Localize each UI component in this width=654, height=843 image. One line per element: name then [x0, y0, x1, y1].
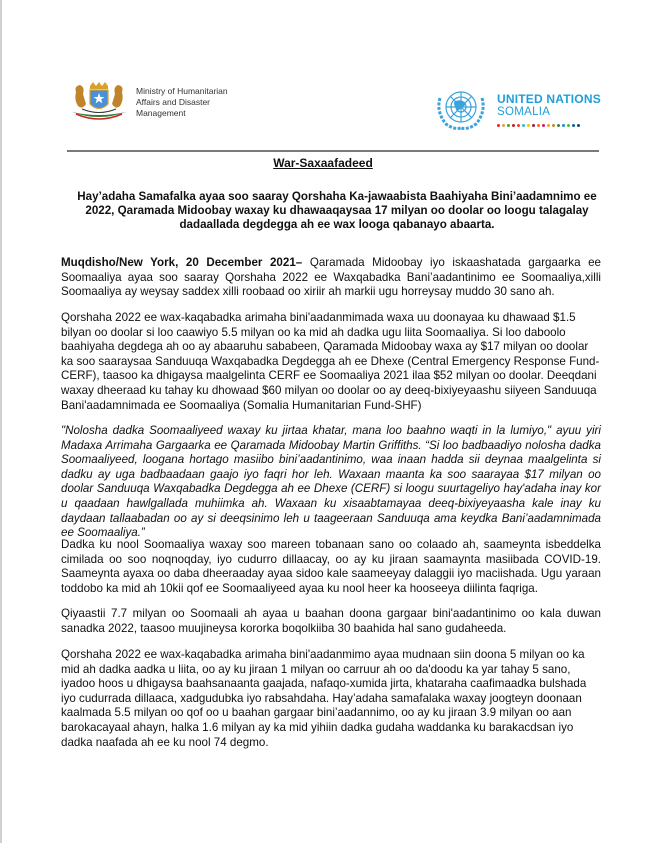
ministry-name: [136, 86, 228, 119]
sdg-dot: [557, 124, 560, 127]
sdg-dot: [577, 124, 580, 127]
paragraph-context: [61, 538, 601, 596]
sdg-dot: [497, 124, 500, 127]
ministry-name-line: Affairs and Disaster: [136, 97, 211, 107]
paragraph-text: Qiyaastii 7.7 milyan oo Soomaali ah ayaa u baahan doona gargaar bini'aadantinimo oo kala duwan sanadka 2022, taasoo muujineysa kororka boqolkiiba 30 baahida hal sano gudaheeda.: [61, 607, 601, 635]
letterhead: [0, 0, 654, 150]
sdg-dot: [552, 124, 555, 127]
un-subtitle: SOMALIA: [497, 106, 551, 118]
sdg-dot: [547, 124, 550, 127]
paragraph-quote: [61, 424, 601, 541]
sdg-color-dots: [497, 124, 580, 127]
sdg-dot: [522, 124, 525, 127]
paragraph-intro: [61, 256, 601, 300]
somalia-coat-of-arms-icon: [68, 80, 130, 124]
sdg-dot: [502, 124, 505, 127]
ministry-name-line: Ministry of Humanitarian: [136, 86, 228, 96]
header-divider: [67, 150, 599, 152]
paragraph-text: Dadka ku nool Soomaaliya waxay soo mareen tobanaan sano oo colaado ah, saameynta isbeddelka cimilada oo soo noqnoqday, iyo cudurro dillaacay, oo ay ku jiraan saamaynta masiibada COVID-19. Saameynta ayaxa oo daba dheeraaday ayaa sidoo kale saameeyay dalaggii iyo maciishada. Ugu yaraan toddobo ka mid ah 10kii qof ee Soomaaliyeed ayaa ku nool heer ka hooseeya diilinta faqriga.: [61, 538, 601, 595]
paragraph-needs: [61, 607, 601, 636]
paragraph-plan: [61, 648, 601, 750]
paragraph-text: Qaramada Midoobay iyo iskaashatada gargaarka ee Soomaaliya ayaa soo saaray Qorshaha 2022 ee Waxqabadka Bani’aadantinimo ee Soomaaliya,xilli Soomaaliya ay weysay saddex xilli roobaad oo xiriir ah markii ugu horreysay muddo 30 sano ah.: [61, 256, 601, 299]
sdg-dot: [527, 124, 530, 127]
document-label: [0, 156, 654, 170]
sdg-dot: [542, 124, 545, 127]
sdg-dot: [537, 124, 540, 127]
un-emblem-icon: [434, 86, 488, 132]
sdg-dot: [517, 124, 520, 127]
sdg-dot: [562, 124, 565, 127]
paragraph-funding: [61, 311, 601, 413]
sdg-dot: [512, 124, 515, 127]
sdg-dot: [572, 124, 575, 127]
sdg-dot: [567, 124, 570, 127]
sdg-dot: [532, 124, 535, 127]
document-label-text: War-Saxaafadeed: [273, 156, 373, 170]
paragraph-text: Qorshaha 2022 ee wax-kaqabadka arimaha bini'aadanmimada waxa uu doonayaa ku dhawaad $1.5 bilyan oo doolar si loo caawiyo 5.5 milyan oo ka mid ah dadka ugu liita Soomaaliya. Si loo daboolo baahiyaha degdega ah oo ay abaaruhu sababeen, Qaramada Midoobay waxa ay $17 milyan oo doolar ka soo saaraysaa Sanduuqa Waxqabadka Degdegga ah ee Dhexe (Central Emergency Response Fund- CERF), taasoo ka dhigaysa maalgelinta CERF ee Soomaaliya 2021 ilaa $52 milyan oo doolar. Deeqdani waxay dheeraad ku tahay ku dhowaad $60 milyan oo doolar oo ay deeq-bixiyeyaashu siiyeen Sanduuqa Bani'aadamnimada ee Soomaaliya (Somalia Humanitarian Fund-SHF): [61, 311, 600, 412]
un-title: UNITED NATIONS: [497, 92, 601, 106]
sdg-dot: [507, 124, 510, 127]
headline: Hay’adaha Samafalka ayaa soo saaray Qorshaha Ka-jawaabista Baahiyaha Bini’aadamnimo ee 2022, Qaramada Midoobay waxay ku dhawaaqaysaa 17 milyan oo doolar oo loogu talagalay dadaallada degdegga ah ee wax looga qabanayo abaarta.: [77, 190, 597, 231]
ministry-name-line: Management: [136, 108, 186, 118]
paragraph-text: "Nolosha dadka Soomaaliyeed waxay ku jirtaa khatar, mana loo baahno waqti in la lumiyo," ayuu yiri Madaxa Arrimaha Gargaarka ee Qaramada Midoobay Martin Griffiths. “Si loo badbaadiyo nolosha dadka Soomaaliyeed, loogana hortago masiibo bini’aadantinimo, waa inaan hadda sii deynaa maalgelinta si dadku ay uga badbaadaan gaajo iyo faqri hor leh. Waxaan maanta ka soo saarayaa $17 milyan oo doolar Sanduuqa Waxqabadka Degdegga ah ee Dhexe (CERF) si loogu suurtageliyo hay'adaha inay kor u qaadaan hawlgallada muhiimka ah. Waxaan ku xisaabtamayaa deeq-bixiyeyaasha kale inay ku daydaan tallaabadan oo ay si deeqsinimo leh u taageeraan Sanduuqa ama keydka Bani’aadamnimada ee Soomaaliya.”: [61, 424, 601, 540]
paragraph-text: Qorshaha 2022 ee wax-kaqabadka arimaha bini'aadanmimo ayaa mudnaan siin doona 5 milyan oo ka mid ah dadka aadka u liita, oo ay ku jiraan 1 milyan oo carruur ah oo da'doodu ka yar tahay 5 sano, iyadoo hoos u dhigaysa baahsanaanta gaajada, nafaqo-xumida jirta, khataraha caafimaadka bulshada iyo cudurrada dillaaca, xadgudubka iyo rabsahdaha. Hay’adaha samafalaka waxay joogteyn doonaan kaalmada 5.5 milyan oo qof oo u baahan gargaar bini’aadannimo, oo ay ku jiraan 3.9 milyan oo aan barokacayaal ahayn, halka 1.6 milyan ay ka mid yihiin dadka gudaha waddanka ku barakacdsan iyo dadka naafada ah ee ku nool 74 degmo.: [61, 648, 587, 749]
dateline: Muqdisho/New York, 20 December 2021–: [61, 256, 303, 269]
